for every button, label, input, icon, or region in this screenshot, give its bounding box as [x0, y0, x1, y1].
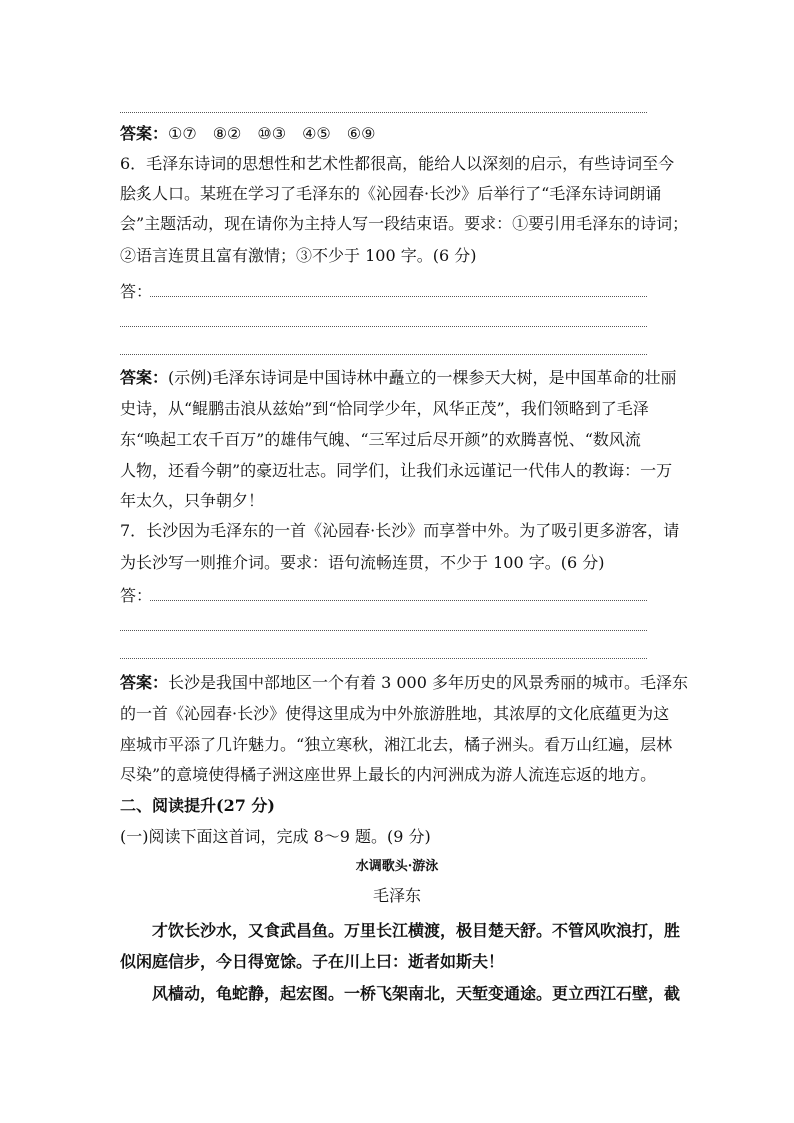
- poem-line: 似闲庭信步，今日得宽馀。子在川上曰：逝者如斯夫！: [120, 952, 505, 971]
- q7-answer: [120, 673, 688, 693]
- q6-answer-prompt: 答：: [120, 282, 153, 301]
- q7-answer-line: 的一首《沁园春·长沙》使得这里成为中外旅游胜地，其浓厚的文化底蕴更为这: [120, 704, 670, 723]
- q6-line: 会”主题活动，现在请你为主持人写一段结束语。要求：①要引用毛泽东的诗词；: [120, 214, 689, 233]
- poem-title: 水调歌头·游泳: [355, 859, 439, 874]
- q6-answer-line: 史诗，从“鲲鹏击浪从兹始”到“恰同学少年，风华正茂”，我们领略到了毛泽: [120, 399, 649, 418]
- q7-line: 为长沙写一则推介词。要求：语句流畅连贯，不少于 100 字。(6 分): [120, 553, 605, 572]
- answer-blank-line: [150, 600, 647, 601]
- poem-line: 风樯动，龟蛇静，起宏图。一桥飞架南北，天堑变通途。更立西江石壁，截: [152, 984, 681, 1003]
- section-subheading: (一)阅读下面这首词，完成 8～9 题。(9 分): [120, 827, 431, 846]
- q6-answer-line: 人物，还看今朝”的豪迈壮志。同学们，让我们永远谨记一代伟人的教诲：一万: [120, 461, 673, 480]
- q6-line: 脍炙人口。某班在学习了毛泽东的《沁园春·长沙》后举行了“毛泽东诗词朗诵: [120, 184, 662, 203]
- q7-answer-line: 座城市平添了几许魅力。“独立寒秋，湘江北去，橘子洲头。看万山红遍，层林: [120, 735, 673, 754]
- section-heading: 二、阅读提升(27 分): [120, 796, 275, 815]
- poem-author: 毛泽东: [372, 886, 421, 905]
- answer-blank-line: [120, 630, 647, 631]
- answer-label: 答案：: [120, 124, 169, 143]
- answer-label: 答案：: [120, 368, 169, 387]
- answer-text: 长沙是我国中部地区一个有着 3 000 多年历史的风景秀丽的城市。毛泽东: [168, 673, 688, 692]
- answer-blank-line: [120, 354, 647, 355]
- q7-line: 7．长沙因为毛泽东的一首《沁园春·长沙》而享誉中外。为了吸引更多游客，请: [120, 521, 680, 540]
- answer-blank-line: [150, 296, 647, 297]
- answer-text: (示例)毛泽东诗词是中国诗林中矗立的一棵参天大树，是中国革命的壮丽: [168, 368, 677, 387]
- answer-blank-line: [120, 326, 647, 327]
- q6-line: 6．毛泽东诗词的思想性和艺术性都很高，能给人以深刻的启示，有些诗词至今: [120, 154, 675, 173]
- answer-blank-line: [120, 658, 647, 659]
- q6-line: ②语言连贯且富有激情；③不少于 100 字。(6 分): [120, 246, 477, 265]
- answer-5: [120, 124, 680, 144]
- answer-label: 答案：: [120, 673, 169, 692]
- q7-answer-prompt: 答：: [120, 586, 153, 605]
- q6-answer-line: 东“唤起工农千百万”的雄伟气魄、“三军过后尽开颜”的欢腾喜悦、“数风流: [120, 430, 641, 449]
- q7-answer-line: 尽染”的意境使得橘子洲这座世界上最长的内河洲成为游人流连忘返的地方。: [120, 765, 657, 784]
- q6-answer-line: 年太久，只争朝夕！: [120, 491, 265, 510]
- poem-line: 才饮长沙水，又食武昌鱼。万里长江横渡，极目楚天舒。不管风吹浪打，胜: [152, 921, 681, 940]
- answer-blank-line: [120, 112, 647, 113]
- answer-text: ①⑦ ⑧② ⑩③ ④⑤ ⑥⑨: [168, 124, 376, 143]
- q6-answer: [120, 368, 680, 388]
